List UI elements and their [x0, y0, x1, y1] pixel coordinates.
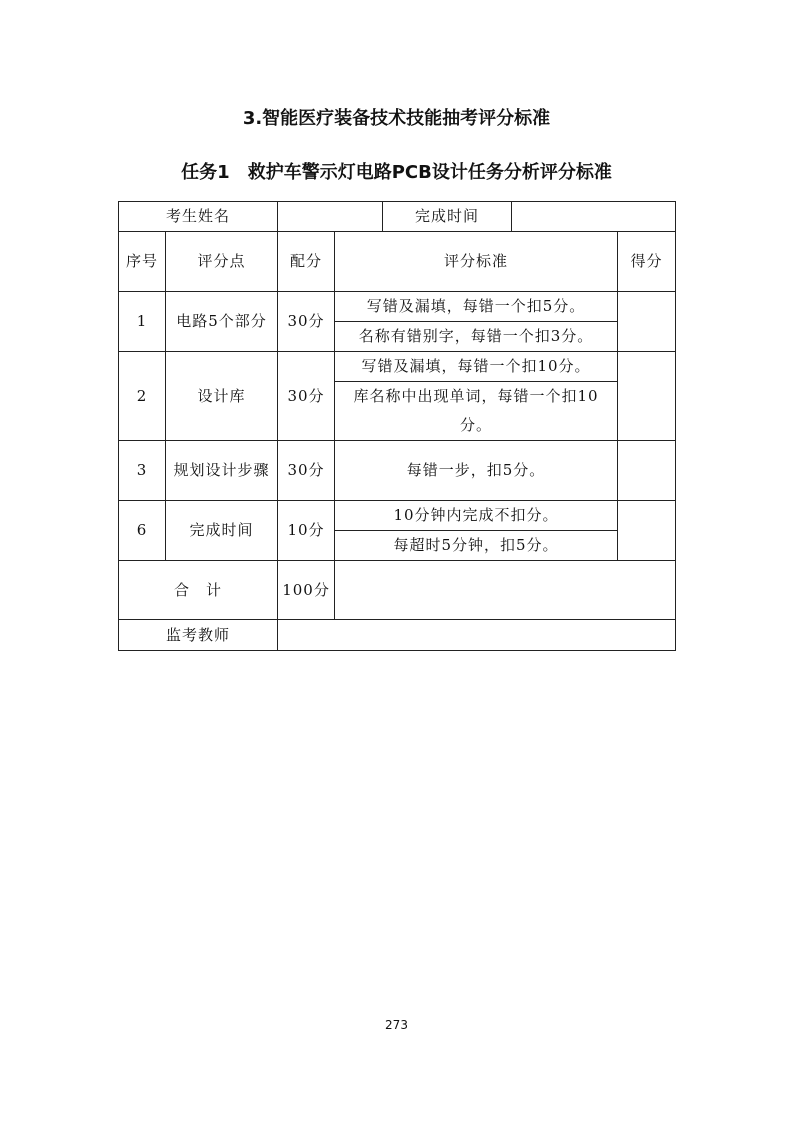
row-criteria: 每超时5分钟，扣5分。 — [335, 531, 618, 561]
row-got-cell — [618, 292, 676, 352]
row-criteria: 写错及漏填，每错一个扣5分。 — [335, 292, 618, 322]
row-criteria: 每错一步，扣5分。 — [335, 441, 618, 501]
table-row — [119, 352, 676, 382]
scoring-table — [118, 201, 676, 651]
header-row — [119, 232, 676, 292]
table-row — [119, 292, 676, 322]
col-criteria-header: 评分标准 — [335, 232, 618, 292]
row-criteria: 名称有错别字，每错一个扣3分。 — [335, 322, 618, 352]
row-got-cell — [618, 441, 676, 501]
row-criteria: 10分钟内完成不扣分。 — [335, 501, 618, 531]
row-score: 30分 — [278, 292, 335, 352]
finish-time-cell — [512, 202, 676, 232]
finish-time-label: 完成时间 — [383, 202, 512, 232]
row-seq: 2 — [119, 352, 166, 441]
total-score: 100分 — [278, 561, 335, 620]
name-row — [119, 202, 676, 232]
row-score: 30分 — [278, 441, 335, 501]
row-score: 10分 — [278, 501, 335, 561]
page-number: 273 — [385, 1018, 408, 1032]
table-row — [119, 441, 676, 501]
student-name-cell — [278, 202, 383, 232]
row-seq: 1 — [119, 292, 166, 352]
total-remarks-cell — [335, 561, 676, 620]
row-got-cell — [618, 501, 676, 561]
table-row — [119, 501, 676, 531]
row-criteria: 写错及漏填，每错一个扣10分。 — [335, 352, 618, 382]
row-seq: 3 — [119, 441, 166, 501]
col-score-header: 配分 — [278, 232, 335, 292]
row-seq: 6 — [119, 501, 166, 561]
col-point-header: 评分点 — [166, 232, 278, 292]
total-label: 合 计 — [119, 561, 278, 620]
row-got-cell — [618, 352, 676, 441]
proctor-row — [119, 620, 676, 651]
document-heading: 3.智能医疗装备技术技能抽考评分标准 — [242, 108, 551, 129]
student-name-label: 考生姓名 — [119, 202, 278, 232]
proctor-label: 监考教师 — [119, 620, 278, 651]
proctor-signature-cell — [278, 620, 676, 651]
col-seq-header: 序号 — [119, 232, 166, 292]
col-got-header: 得分 — [618, 232, 676, 292]
row-point: 完成时间 — [166, 501, 278, 561]
task-label: 任务1 — [181, 162, 230, 183]
row-criteria: 库名称中出现单词，每错一个扣10分。 — [335, 382, 618, 441]
task-title-text: 救护车警示灯电路PCB设计任务分析评分标准 — [247, 162, 612, 183]
total-row — [119, 561, 676, 620]
row-point: 电路5个部分 — [166, 292, 278, 352]
row-score: 30分 — [278, 352, 335, 441]
row-point: 设计库 — [166, 352, 278, 441]
row-point: 规划设计步骤 — [166, 441, 278, 501]
task-title — [0, 158, 793, 184]
